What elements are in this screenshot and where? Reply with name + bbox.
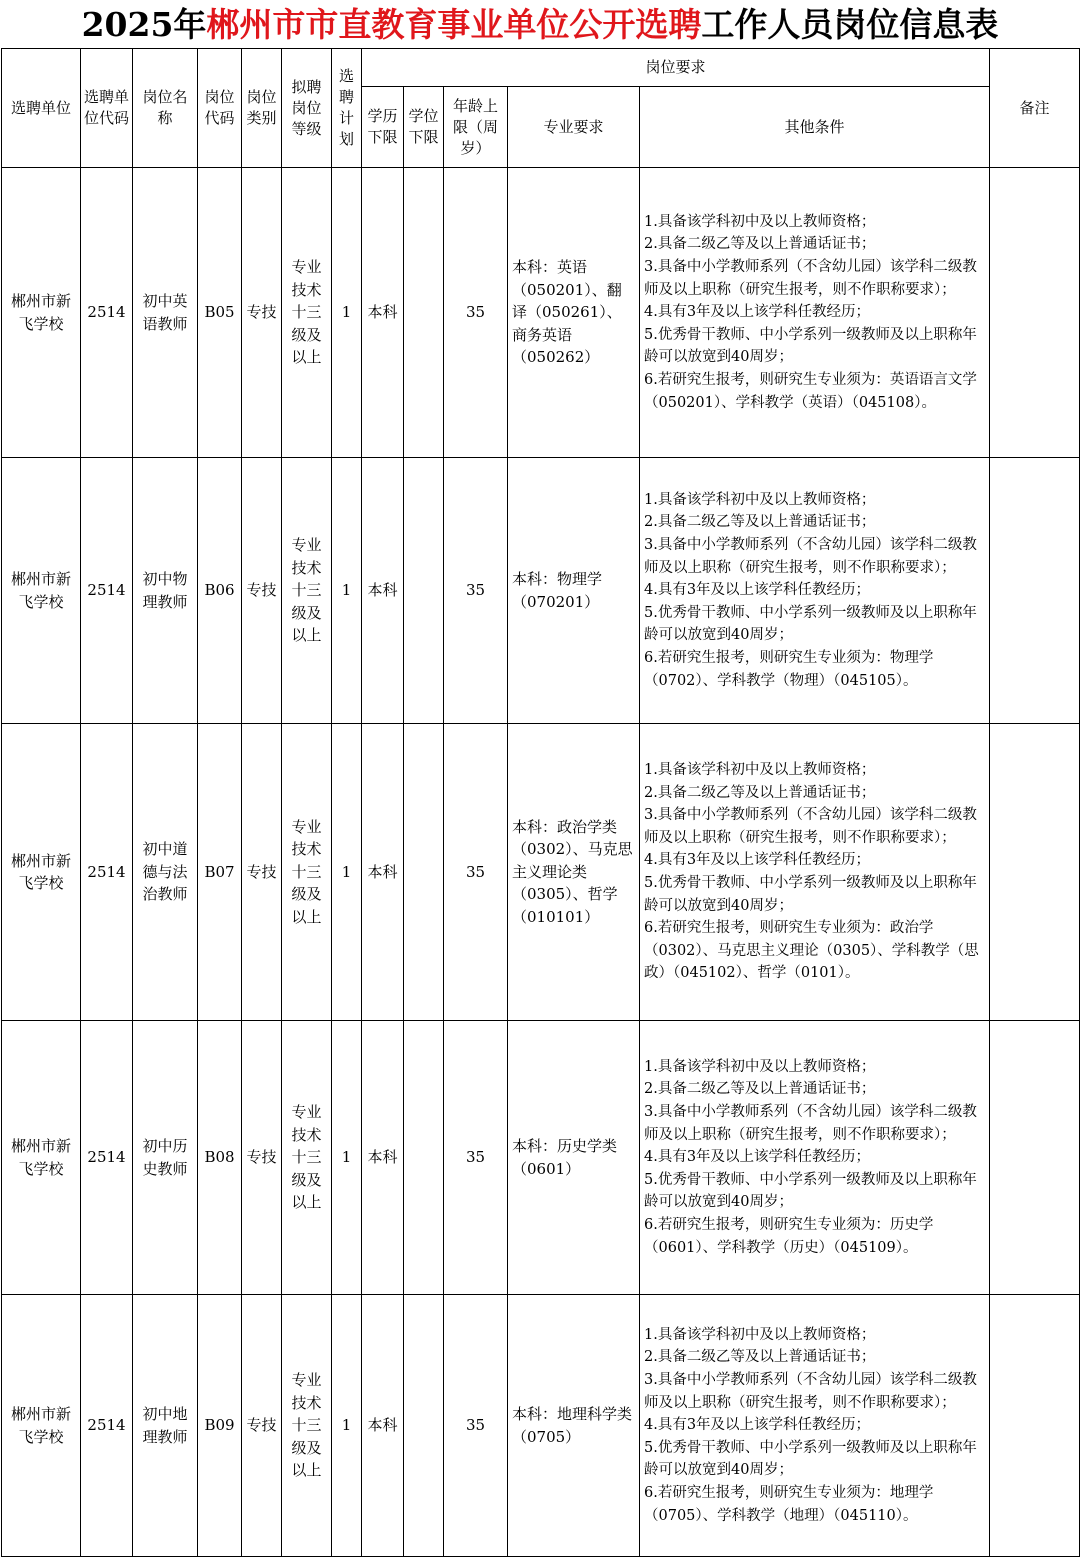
edu-cell: 本科 [362, 458, 404, 724]
header-post-name: 岗位名称 [133, 49, 198, 168]
header-grade: 拟聘岗位等级 [282, 49, 332, 168]
conditions-cell [640, 458, 990, 724]
condition-item: 2.具备二级乙等及以上普通话证书； [644, 1349, 876, 1366]
unit-cell: 郴州市新飞学校 [2, 1295, 81, 1557]
table-row [2, 168, 1080, 458]
condition-item: 6.若研究生报考，则研究生专业须为：政治学（0302）、马克思主义理论（0305）、学科教学（思政）（045102）、哲学（0101）。 [644, 920, 979, 982]
degree-cell [404, 724, 444, 1021]
grade-cell: 专业技术十三级及以上 [282, 724, 332, 1021]
condition-item: 6.若研究生报考，则研究生专业须为：历史学（0601）、学科教学（历史）（045109）。 [644, 1216, 934, 1256]
header-unit-code: 选聘单位代码 [81, 49, 133, 168]
post-type-cell: 专技 [242, 458, 282, 724]
major-cell: 本科：地理科学类（0705） [508, 1295, 640, 1557]
degree-cell [404, 1295, 444, 1557]
condition-item: 3.具备中小学教师系列（不含幼儿园）该学科二级教师及以上职称（研究生报考，则不作职称要求）； [644, 807, 977, 846]
plan-cell: 1 [332, 168, 362, 458]
major-cell: 本科：英语（050201）、翻译（050261）、商务英语（050262） [508, 168, 640, 458]
condition-item: 2.具备二级乙等及以上普通话证书； [644, 1081, 876, 1098]
major-cell: 本科：物理学（070201） [508, 458, 640, 724]
post-type-cell: 专技 [242, 1295, 282, 1557]
condition-item: 6.若研究生报考，则研究生专业须为：英语语言文学（050201）、学科教学（英语）（045108）。 [644, 371, 977, 411]
post-type-cell: 专技 [242, 168, 282, 458]
edu-cell: 本科 [362, 168, 404, 458]
condition-item: 2.具备二级乙等及以上普通话证书； [644, 236, 876, 253]
remark-cell [990, 168, 1080, 458]
condition-item: 4.具有3年及以上该学科任教经历； [644, 1417, 871, 1434]
unit-code-cell: 2514 [81, 458, 133, 724]
condition-item: 1.具备该学科初中及以上教师资格； [644, 213, 876, 230]
edu-cell: 本科 [362, 724, 404, 1021]
title-highlight: 郴州市市直教育事业单位公开选聘 [206, 5, 702, 44]
header-unit: 选聘单位 [2, 49, 81, 168]
title-prefix: 2025年 [81, 5, 207, 44]
remark-cell [990, 1295, 1080, 1557]
condition-item: 4.具有3年及以上该学科任教经历； [644, 1149, 871, 1166]
degree-cell [404, 1021, 444, 1295]
unit-code-cell: 2514 [81, 724, 133, 1021]
post-code-cell: B07 [198, 724, 242, 1021]
conditions-cell [640, 1021, 990, 1295]
age-cell: 35 [444, 1021, 508, 1295]
header-post-code: 岗位代码 [198, 49, 242, 168]
grade-cell: 专业技术十三级及以上 [282, 458, 332, 724]
post-name-cell: 初中英语教师 [133, 168, 198, 458]
header-plan: 选聘计划 [332, 49, 362, 168]
header-other: 其他条件 [640, 87, 990, 168]
conditions-cell [640, 724, 990, 1021]
header-edu: 学历下限 [362, 87, 404, 168]
unit-cell: 郴州市新飞学校 [2, 724, 81, 1021]
unit-cell: 郴州市新飞学校 [2, 458, 81, 724]
edu-cell: 本科 [362, 1021, 404, 1295]
condition-item: 5.优秀骨干教师、中小学系列一级教师及以上职称年龄可以放宽到40周岁； [644, 875, 977, 914]
grade-cell: 专业技术十三级及以上 [282, 1295, 332, 1557]
header-age: 年龄上限（周岁） [444, 87, 508, 168]
grade-cell: 专业技术十三级及以上 [282, 168, 332, 458]
conditions-cell [640, 168, 990, 458]
position-table [1, 48, 1080, 1557]
header-remark: 备注 [990, 49, 1080, 168]
major-cell: 本科：历史学类（0601） [508, 1021, 640, 1295]
header-major: 专业要求 [508, 87, 640, 168]
remark-cell [990, 724, 1080, 1021]
header-post-type: 岗位类别 [242, 49, 282, 168]
table-row [2, 458, 1080, 724]
unit-cell: 郴州市新飞学校 [2, 168, 81, 458]
major-cell: 本科：政治学类（0302）、马克思主义理论类（0305）、哲学（010101） [508, 724, 640, 1021]
condition-item: 3.具备中小学教师系列（不含幼儿园）该学科二级教师及以上职称（研究生报考，则不作职称要求）； [644, 1372, 977, 1411]
table-row [2, 1021, 1080, 1295]
condition-item: 5.优秀骨干教师、中小学系列一级教师及以上职称年龄可以放宽到40周岁； [644, 604, 977, 644]
degree-cell [404, 168, 444, 458]
edu-cell: 本科 [362, 1295, 404, 1557]
post-name-cell: 初中地理教师 [133, 1295, 198, 1557]
post-code-cell: B09 [198, 1295, 242, 1557]
condition-item: 1.具备该学科初中及以上教师资格； [644, 491, 876, 508]
condition-item: 2.具备二级乙等及以上普通话证书； [644, 784, 876, 801]
condition-item: 4.具有3年及以上该学科任教经历； [644, 304, 871, 321]
unit-cell: 郴州市新飞学校 [2, 1021, 81, 1295]
plan-cell: 1 [332, 1021, 362, 1295]
post-code-cell: B05 [198, 168, 242, 458]
remark-cell [990, 458, 1080, 724]
plan-cell: 1 [332, 458, 362, 724]
age-cell: 35 [444, 724, 508, 1021]
table-row [2, 724, 1080, 1021]
condition-item: 1.具备该学科初中及以上教师资格； [644, 1058, 876, 1075]
condition-item: 3.具备中小学教师系列（不含幼儿园）该学科二级教师及以上职称（研究生报考，则不作职称要求）； [644, 537, 977, 576]
remark-cell [990, 1021, 1080, 1295]
title-suffix: 工作人员岗位信息表 [701, 5, 999, 44]
post-name-cell: 初中历史教师 [133, 1021, 198, 1295]
unit-code-cell: 2514 [81, 168, 133, 458]
condition-item: 6.若研究生报考，则研究生专业须为：物理学（0702）、学科教学（物理）（045105）。 [644, 649, 934, 689]
age-cell: 35 [444, 1295, 508, 1557]
condition-item: 6.若研究生报考，则研究生专业须为：地理学（0705）、学科教学（地理）（045110）。 [644, 1484, 934, 1524]
post-name-cell: 初中道德与法治教师 [133, 724, 198, 1021]
condition-item: 1.具备该学科初中及以上教师资格； [644, 762, 876, 779]
table-row [2, 1295, 1080, 1557]
condition-item: 2.具备二级乙等及以上普通话证书； [644, 514, 876, 531]
post-type-cell: 专技 [242, 724, 282, 1021]
unit-code-cell: 2514 [81, 1021, 133, 1295]
post-name-cell: 初中物理教师 [133, 458, 198, 724]
page-title [0, 0, 1080, 48]
age-cell: 35 [444, 168, 508, 458]
condition-item: 3.具备中小学教师系列（不含幼儿园）该学科二级教师及以上职称（研究生报考，则不作职称要求）； [644, 1104, 977, 1143]
post-type-cell: 专技 [242, 1021, 282, 1295]
condition-item: 5.优秀骨干教师、中小学系列一级教师及以上职称年龄可以放宽到40周岁； [644, 1171, 977, 1211]
unit-code-cell: 2514 [81, 1295, 133, 1557]
post-code-cell: B06 [198, 458, 242, 724]
condition-item: 1.具备该学科初中及以上教师资格； [644, 1326, 876, 1343]
condition-item: 5.优秀骨干教师、中小学系列一级教师及以上职称年龄可以放宽到40周岁； [644, 1439, 977, 1479]
header-requirements: 岗位要求 [362, 49, 990, 87]
condition-item: 4.具有3年及以上该学科任教经历； [644, 852, 871, 869]
plan-cell: 1 [332, 1295, 362, 1557]
condition-item: 3.具备中小学教师系列（不含幼儿园）该学科二级教师及以上职称（研究生报考，则不作职称要求）； [644, 259, 977, 298]
degree-cell [404, 458, 444, 724]
conditions-cell [640, 1295, 990, 1557]
plan-cell: 1 [332, 724, 362, 1021]
grade-cell: 专业技术十三级及以上 [282, 1021, 332, 1295]
post-code-cell: B08 [198, 1021, 242, 1295]
condition-item: 5.优秀骨干教师、中小学系列一级教师及以上职称年龄可以放宽到40周岁； [644, 326, 977, 366]
age-cell: 35 [444, 458, 508, 724]
header-degree: 学位下限 [404, 87, 444, 168]
condition-item: 4.具有3年及以上该学科任教经历； [644, 582, 871, 599]
